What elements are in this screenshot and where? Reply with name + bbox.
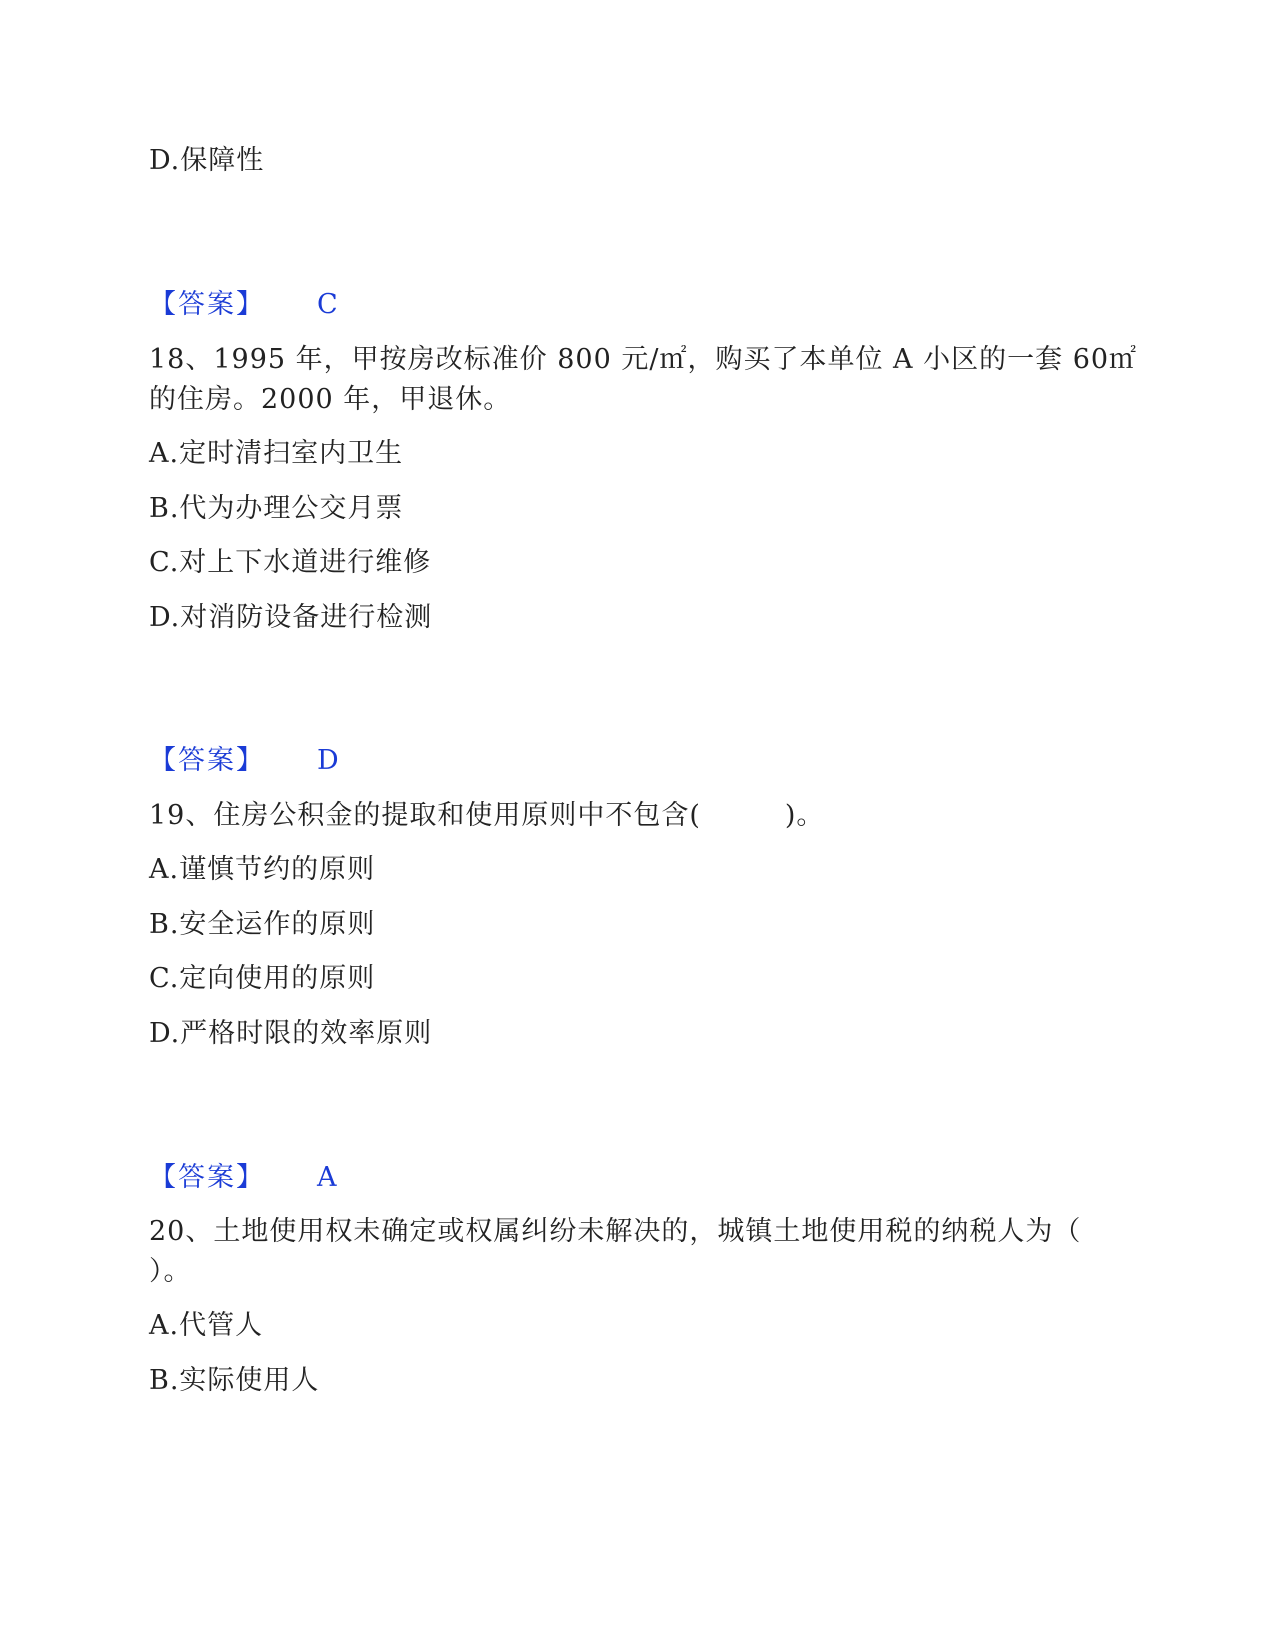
answer-value: D xyxy=(317,745,339,776)
question-20-option-b: B.实际使用人 xyxy=(149,1365,320,1396)
question-18-option-d: D.对消防设备进行检测 xyxy=(149,602,433,633)
answer-label: 【答案】 xyxy=(149,289,265,320)
question-19-option-b: B.安全运作的原则 xyxy=(149,909,376,940)
question-18-option-b: B.代为办理公交月票 xyxy=(149,493,404,524)
answer-19 xyxy=(149,1158,337,1198)
question-18-option-a: A.定时清扫室内卫生 xyxy=(149,438,404,469)
option-d-prev: D.保障性 xyxy=(149,145,265,176)
question-18-stem-line-2: 的住房。2000 年，甲退休。 xyxy=(149,384,512,415)
answer-value: A xyxy=(317,1162,337,1193)
answer-17 xyxy=(149,285,338,325)
answer-label: 【答案】 xyxy=(149,745,265,776)
question-18-stem-line-1: 18、1995 年，甲按房改标准价 800 元/㎡，购买了本单位 A 小区的一套 60㎡ xyxy=(149,344,1138,375)
answer-label: 【答案】 xyxy=(149,1162,265,1193)
question-20-option-a: A.代管人 xyxy=(149,1310,264,1341)
question-19-option-d: D.严格时限的效率原则 xyxy=(149,1018,433,1049)
question-20-stem-line-2: ）。 xyxy=(149,1256,192,1287)
question-19-option-c: C.定向使用的原则 xyxy=(149,963,376,994)
question-19-option-a: A.谨慎节约的原则 xyxy=(149,854,376,885)
question-18-option-c: C.对上下水道进行维修 xyxy=(149,547,432,578)
answer-value: C xyxy=(317,289,338,320)
question-19-stem: 19、住房公积金的提取和使用原则中不包含( )。 xyxy=(149,800,825,831)
answer-18 xyxy=(149,741,339,781)
question-20-stem-line-1: 20、土地使用权未确定或权属纠纷未解决的，城镇土地使用税的纳税人为（ xyxy=(149,1216,1082,1247)
